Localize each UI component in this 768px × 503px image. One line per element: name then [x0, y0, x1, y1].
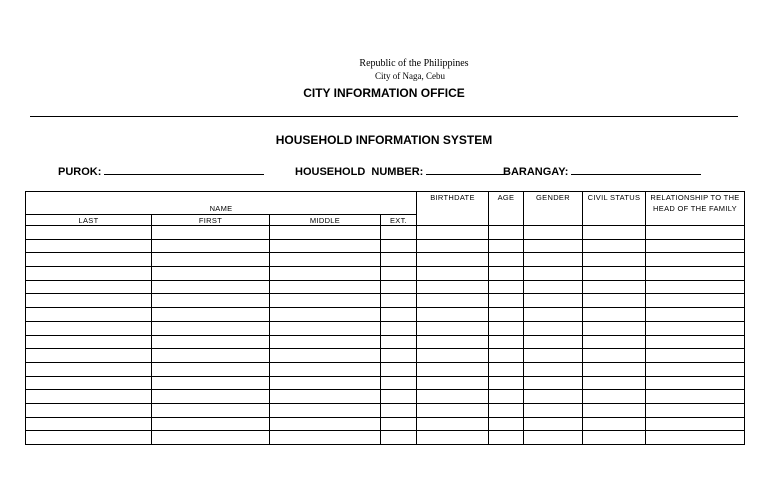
middle-cell[interactable] — [270, 417, 381, 431]
table-row — [26, 321, 745, 335]
barangay-label: BARANGAY: — [503, 166, 569, 178]
purok-blank[interactable] — [104, 163, 264, 175]
birthdate-cell[interactable] — [417, 226, 489, 240]
table-row — [26, 431, 745, 445]
civil-status-cell[interactable] — [583, 253, 646, 267]
middle-cell[interactable] — [270, 239, 381, 253]
barangay-field[interactable] — [503, 163, 701, 178]
last-cell[interactable] — [26, 349, 152, 363]
relationship-cell[interactable] — [646, 321, 745, 335]
birthdate-cell[interactable] — [417, 349, 489, 363]
relationship-cell[interactable] — [646, 280, 745, 294]
table-row — [26, 390, 745, 404]
middle-cell[interactable] — [270, 403, 381, 417]
birthdate-cell[interactable] — [417, 390, 489, 404]
gender-cell[interactable] — [524, 226, 583, 240]
middle-cell[interactable] — [270, 390, 381, 404]
last-cell[interactable] — [26, 321, 152, 335]
birthdate-cell[interactable] — [417, 431, 489, 445]
age-cell[interactable] — [489, 417, 524, 431]
age-cell[interactable] — [489, 321, 524, 335]
age-header: AGE — [489, 192, 524, 226]
ext-cell[interactable] — [381, 253, 417, 267]
civil-status-cell[interactable] — [583, 376, 646, 390]
last-cell[interactable] — [26, 390, 152, 404]
age-cell[interactable] — [489, 403, 524, 417]
relationship-cell[interactable] — [646, 335, 745, 349]
birthdate-cell[interactable] — [417, 403, 489, 417]
table-row — [26, 253, 745, 267]
purok-field[interactable] — [58, 163, 264, 178]
ext-cell[interactable] — [381, 431, 417, 445]
table-row — [26, 239, 745, 253]
last-cell[interactable] — [26, 226, 152, 240]
first-cell[interactable] — [152, 335, 270, 349]
birthdate-cell[interactable] — [417, 267, 489, 281]
relationship-cell[interactable] — [646, 267, 745, 281]
middle-cell[interactable] — [270, 280, 381, 294]
age-cell[interactable] — [489, 335, 524, 349]
gender-cell[interactable] — [524, 308, 583, 322]
gender-cell[interactable] — [524, 349, 583, 363]
ext-cell[interactable] — [381, 308, 417, 322]
gender-cell[interactable] — [524, 253, 583, 267]
first-cell[interactable] — [152, 417, 270, 431]
first-cell[interactable] — [152, 253, 270, 267]
last-cell[interactable] — [26, 294, 152, 308]
table-row — [26, 417, 745, 431]
table-row — [26, 362, 745, 376]
city-heading: City of Naga, Cebu — [375, 71, 445, 81]
gender-cell[interactable] — [524, 431, 583, 445]
last-cell[interactable] — [26, 431, 152, 445]
table-body — [26, 226, 745, 445]
civil-status-header: CIVIL STATUS — [583, 192, 646, 226]
last-cell[interactable] — [26, 253, 152, 267]
header-divider — [30, 116, 738, 117]
relationship-cell[interactable] — [646, 376, 745, 390]
ext-cell[interactable] — [381, 267, 417, 281]
birthdate-cell[interactable] — [417, 308, 489, 322]
first-cell[interactable] — [152, 403, 270, 417]
ext-cell[interactable] — [381, 239, 417, 253]
first-cell[interactable] — [152, 308, 270, 322]
gender-cell[interactable] — [524, 376, 583, 390]
relationship-cell[interactable] — [646, 349, 745, 363]
relationship-cell[interactable] — [646, 294, 745, 308]
birthdate-cell[interactable] — [417, 239, 489, 253]
barangay-blank[interactable] — [571, 163, 701, 175]
age-cell[interactable] — [489, 349, 524, 363]
last-cell[interactable] — [26, 376, 152, 390]
gender-cell[interactable] — [524, 362, 583, 376]
ext-cell[interactable] — [381, 403, 417, 417]
middle-cell[interactable] — [270, 308, 381, 322]
first-cell[interactable] — [152, 267, 270, 281]
birthdate-cell[interactable] — [417, 321, 489, 335]
relationship-cell[interactable] — [646, 226, 745, 240]
civil-status-cell[interactable] — [583, 362, 646, 376]
first-name-header: FIRST — [152, 215, 270, 226]
last-cell[interactable] — [26, 267, 152, 281]
birthdate-cell[interactable] — [417, 362, 489, 376]
ext-cell[interactable] — [381, 349, 417, 363]
last-name-header: LAST — [26, 215, 152, 226]
first-cell[interactable] — [152, 431, 270, 445]
name-group-header: NAME — [26, 192, 417, 215]
middle-cell[interactable] — [270, 362, 381, 376]
civil-status-cell[interactable] — [583, 294, 646, 308]
table-row — [26, 335, 745, 349]
household-number-blank[interactable] — [426, 163, 506, 175]
middle-cell[interactable] — [270, 335, 381, 349]
ext-cell[interactable] — [381, 362, 417, 376]
first-cell[interactable] — [152, 349, 270, 363]
gender-cell[interactable] — [524, 280, 583, 294]
middle-cell[interactable] — [270, 267, 381, 281]
table-row — [26, 308, 745, 322]
household-number-field[interactable] — [295, 163, 506, 178]
middle-cell[interactable] — [270, 376, 381, 390]
age-cell[interactable] — [489, 226, 524, 240]
last-cell[interactable] — [26, 239, 152, 253]
first-cell[interactable] — [152, 376, 270, 390]
gender-cell[interactable] — [524, 239, 583, 253]
relationship-cell[interactable] — [646, 390, 745, 404]
birthdate-cell[interactable] — [417, 294, 489, 308]
table-row — [26, 280, 745, 294]
gender-cell[interactable] — [524, 321, 583, 335]
relationship-cell[interactable] — [646, 431, 745, 445]
relationship-cell[interactable] — [646, 362, 745, 376]
age-cell[interactable] — [489, 362, 524, 376]
table-row — [26, 349, 745, 363]
first-cell[interactable] — [152, 239, 270, 253]
gender-cell[interactable] — [524, 417, 583, 431]
last-cell[interactable] — [26, 362, 152, 376]
birthdate-header: BIRTHDATE — [417, 192, 489, 226]
middle-cell[interactable] — [270, 253, 381, 267]
table-row — [26, 403, 745, 417]
age-cell[interactable] — [489, 294, 524, 308]
gender-cell[interactable] — [524, 335, 583, 349]
first-cell[interactable] — [152, 226, 270, 240]
middle-cell[interactable] — [270, 321, 381, 335]
republic-heading: Republic of the Philippines — [359, 58, 469, 69]
gender-cell[interactable] — [524, 267, 583, 281]
civil-status-cell[interactable] — [583, 390, 646, 404]
last-cell[interactable] — [26, 308, 152, 322]
civil-status-cell[interactable] — [583, 349, 646, 363]
first-cell[interactable] — [152, 321, 270, 335]
last-cell[interactable] — [26, 417, 152, 431]
age-cell[interactable] — [489, 390, 524, 404]
household-members-table — [25, 191, 745, 445]
ext-cell[interactable] — [381, 335, 417, 349]
age-cell[interactable] — [489, 431, 524, 445]
gender-cell[interactable] — [524, 390, 583, 404]
first-cell[interactable] — [152, 390, 270, 404]
birthdate-cell[interactable] — [417, 280, 489, 294]
civil-status-cell[interactable] — [583, 431, 646, 445]
age-cell[interactable] — [489, 308, 524, 322]
relationship-cell[interactable] — [646, 417, 745, 431]
birthdate-cell[interactable] — [417, 335, 489, 349]
gender-cell[interactable] — [524, 294, 583, 308]
civil-status-cell[interactable] — [583, 417, 646, 431]
middle-cell[interactable] — [270, 294, 381, 308]
middle-cell[interactable] — [270, 226, 381, 240]
civil-status-cell[interactable] — [583, 335, 646, 349]
birthdate-cell[interactable] — [417, 376, 489, 390]
ext-cell[interactable] — [381, 280, 417, 294]
relationship-cell[interactable] — [646, 253, 745, 267]
middle-name-header: MIDDLE — [270, 215, 381, 226]
form-fields — [0, 163, 768, 179]
table-row — [26, 226, 745, 240]
first-cell[interactable] — [152, 362, 270, 376]
age-cell[interactable] — [489, 267, 524, 281]
civil-status-cell[interactable] — [583, 267, 646, 281]
relationship-header: RELATIONSHIP TO THE HEAD OF THE FAMILY — [646, 192, 745, 226]
middle-cell[interactable] — [270, 349, 381, 363]
last-cell[interactable] — [26, 403, 152, 417]
civil-status-cell[interactable] — [583, 226, 646, 240]
relationship-cell[interactable] — [646, 239, 745, 253]
table-row — [26, 267, 745, 281]
relationship-cell[interactable] — [646, 403, 745, 417]
age-cell[interactable] — [489, 253, 524, 267]
office-heading: CITY INFORMATION OFFICE — [303, 86, 465, 100]
birthdate-cell[interactable] — [417, 417, 489, 431]
ext-cell[interactable] — [381, 390, 417, 404]
table-row — [26, 376, 745, 390]
ext-name-header: EXT. — [381, 215, 417, 226]
gender-cell[interactable] — [524, 403, 583, 417]
form-title: HOUSEHOLD INFORMATION SYSTEM — [275, 133, 493, 147]
age-cell[interactable] — [489, 239, 524, 253]
civil-status-cell[interactable] — [583, 403, 646, 417]
middle-cell[interactable] — [270, 431, 381, 445]
ext-cell[interactable] — [381, 226, 417, 240]
civil-status-cell[interactable] — [583, 308, 646, 322]
civil-status-cell[interactable] — [583, 321, 646, 335]
first-cell[interactable] — [152, 280, 270, 294]
birthdate-cell[interactable] — [417, 253, 489, 267]
gender-header: GENDER — [524, 192, 583, 226]
last-cell[interactable] — [26, 335, 152, 349]
ext-cell[interactable] — [381, 417, 417, 431]
ext-cell[interactable] — [381, 321, 417, 335]
last-cell[interactable] — [26, 280, 152, 294]
household-number-label: HOUSEHOLD NUMBER: — [295, 166, 424, 178]
first-cell[interactable] — [152, 294, 270, 308]
ext-cell[interactable] — [381, 376, 417, 390]
table-row — [26, 294, 745, 308]
age-cell[interactable] — [489, 376, 524, 390]
civil-status-cell[interactable] — [583, 239, 646, 253]
purok-label: PUROK: — [58, 166, 102, 178]
civil-status-cell[interactable] — [583, 280, 646, 294]
relationship-cell[interactable] — [646, 308, 745, 322]
age-cell[interactable] — [489, 280, 524, 294]
ext-cell[interactable] — [381, 294, 417, 308]
